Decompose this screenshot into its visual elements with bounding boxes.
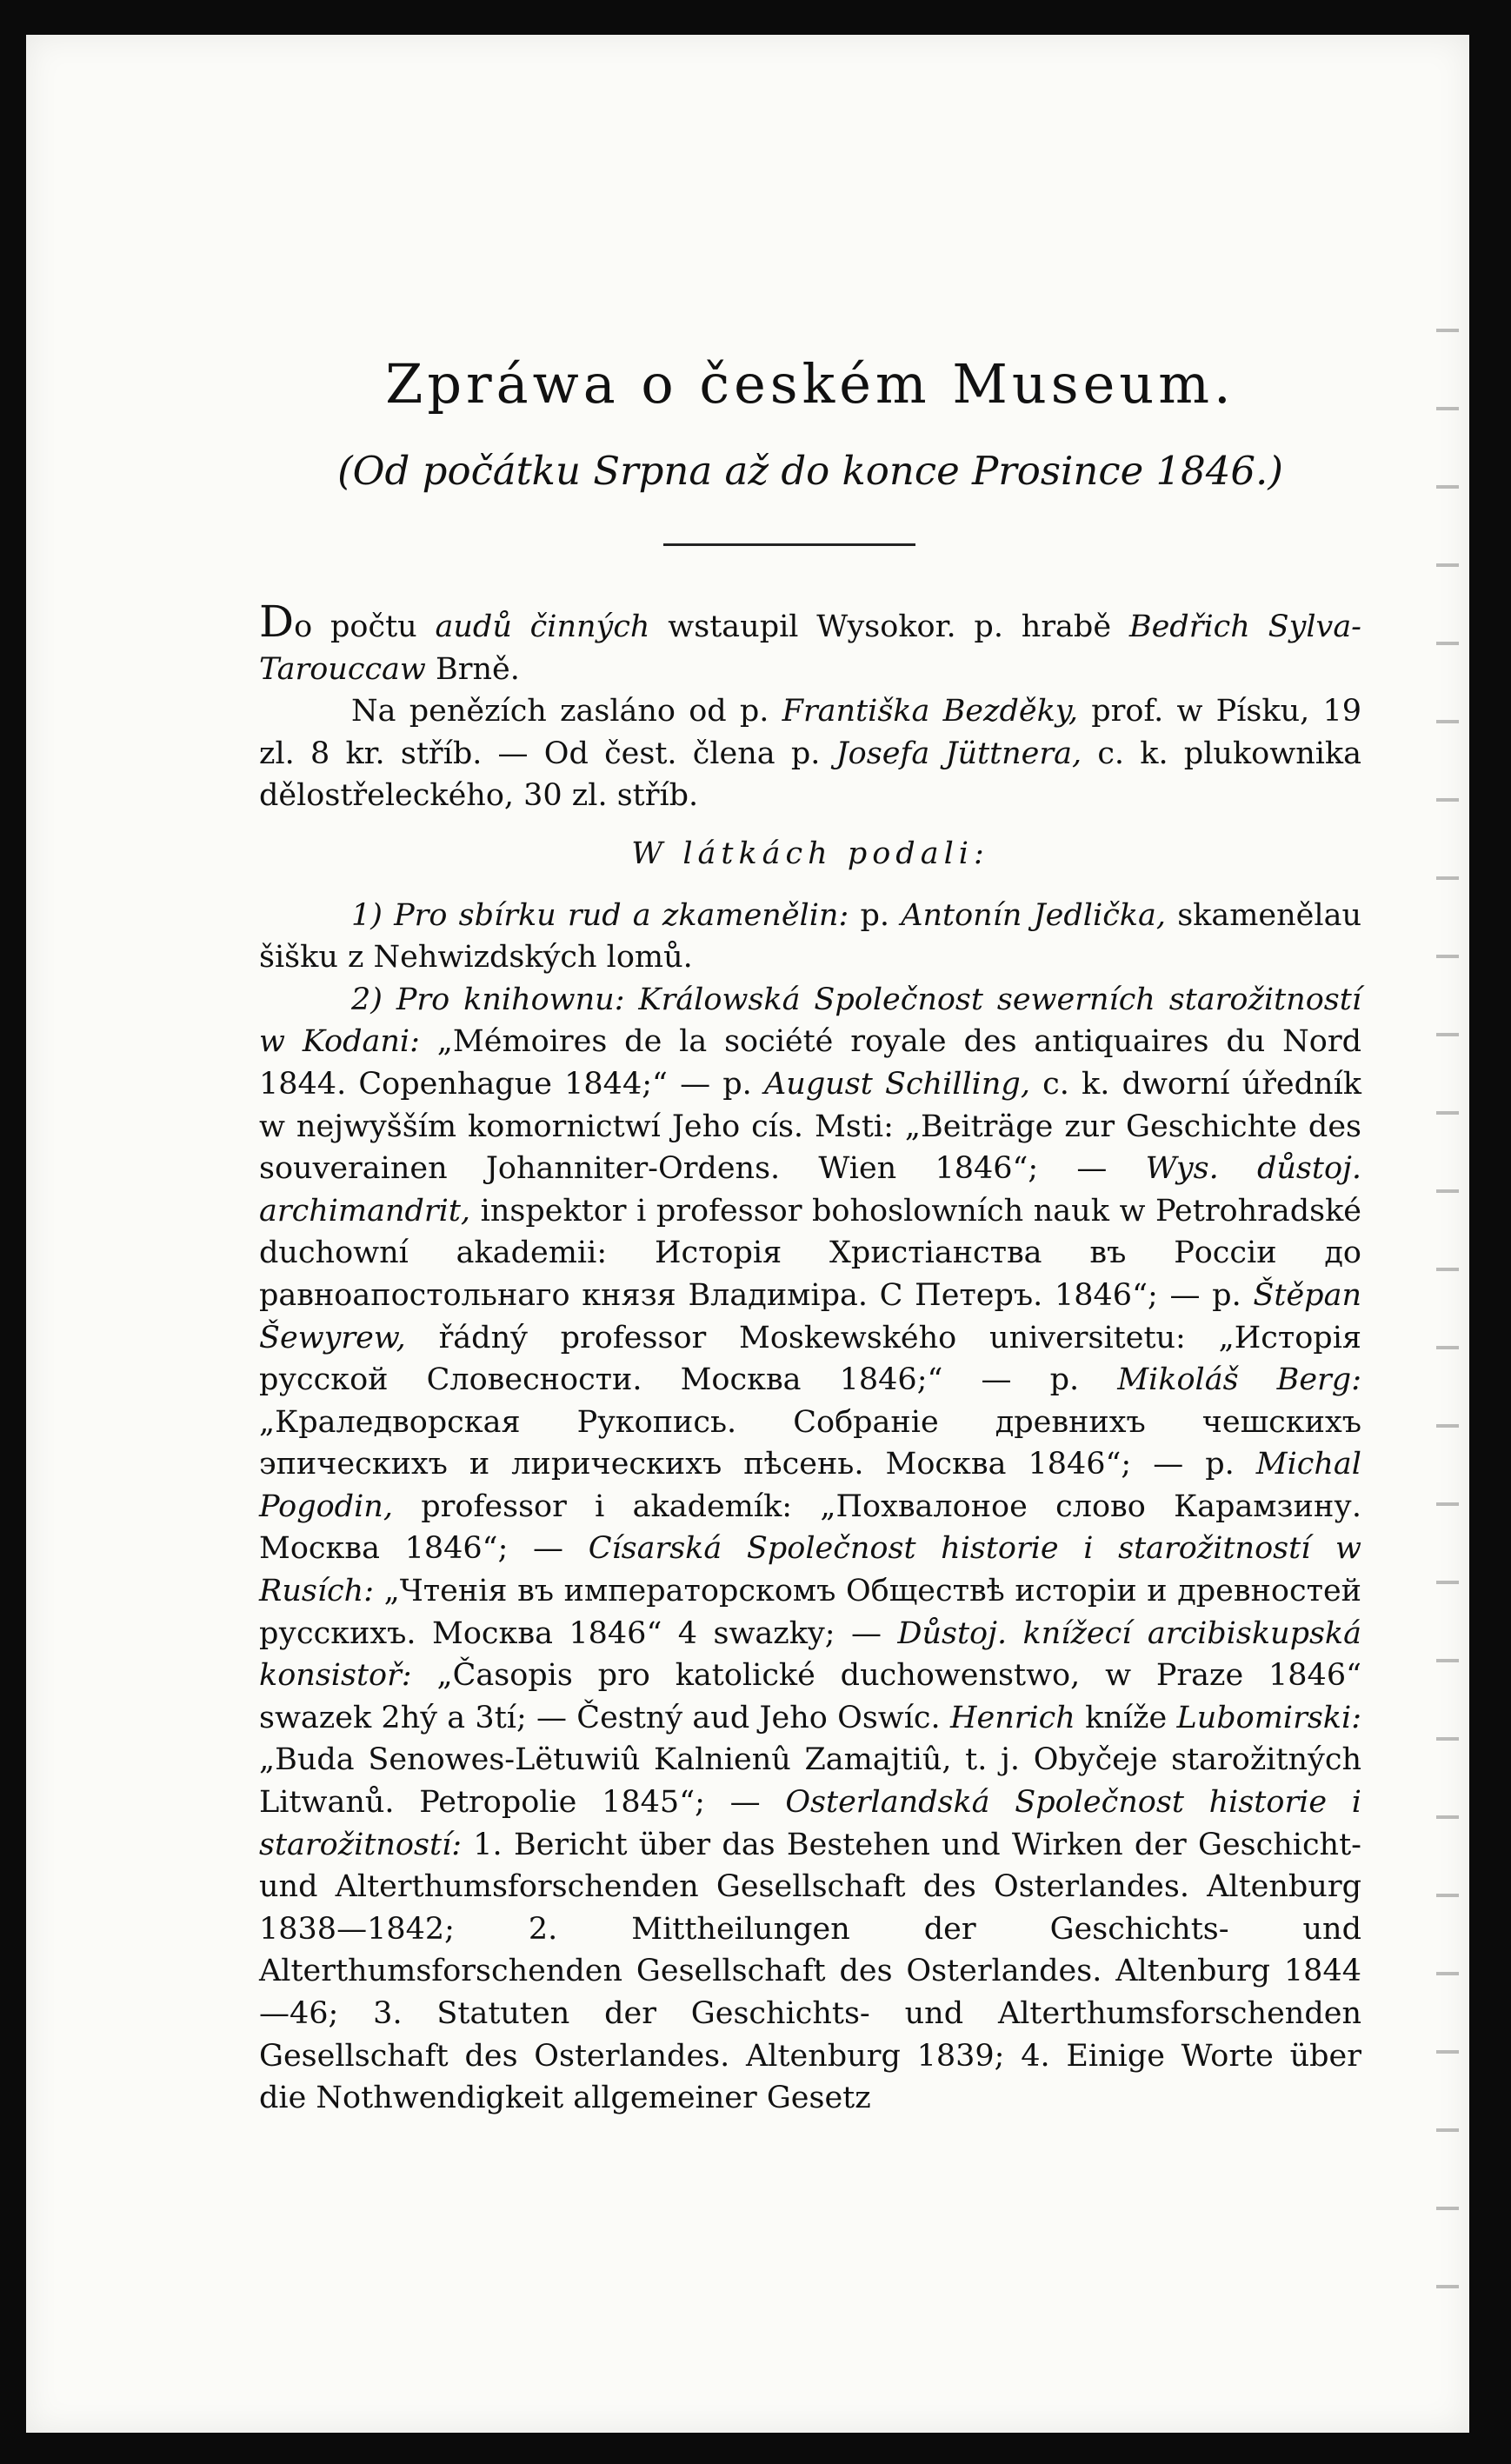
item-1-paragraph xyxy=(259,895,1361,979)
text-run: o počtu xyxy=(294,609,436,644)
text-run: „Buda Senowes-Lëtuwiû Kalnienû Zamajtiû, t. j. Obyčeje starožitných Litwanů. Petropolie 1845“; — xyxy=(259,1742,1361,1821)
text-run: „Краледворская Рукопись. Собраніе древнихъ чешскихъ эпическихъ и лирическихъ пѣсень. Москва 1846“; — p. xyxy=(259,1404,1361,1482)
text-run: c. k. dworní úředník w nejwyšším komornictwí Jeho cís. Msti: „Beiträge zur Geschichte des souverainen Johanniter-Ordens. Wien 1846“; — xyxy=(259,1066,1361,1187)
italic-run: Antonín Jedlička, xyxy=(901,897,1166,933)
page-title: Zpráwa o českém Museum. xyxy=(385,352,1235,416)
scan-edge-noise xyxy=(1436,296,1459,2295)
italic-run: Bedřich Sylva-Tarouccaw xyxy=(259,609,1362,687)
text-run: kníže xyxy=(1075,1700,1177,1735)
text-run: Na penězích zasláno od p. xyxy=(351,694,782,729)
italic-run: Henrich xyxy=(949,1700,1075,1735)
text-run: „Časopis pro katolické duchowenstwo, w Praze 1846“ swazek 2hý a 3tí; — Čestný aud Jeho Oswíc. xyxy=(259,1658,1361,1735)
italic-run: Osterlandská Společnost historie i starožitností: xyxy=(259,1785,1361,1862)
text-run: c. k. plukownika dělostřeleckého, 30 zl. stříb. xyxy=(259,736,1362,814)
italic-run: Důstoj. knížecí arcibiskupská konsistoř: xyxy=(259,1615,1362,1694)
italic-run: Císarská Společnost historie i starožitností w Rusích: xyxy=(259,1531,1361,1609)
text-run: řádný professor Moskewského universitetu: „Исторія русской Словесности. Москва 1846;“ — p. xyxy=(259,1320,1361,1398)
intro-runs xyxy=(259,609,1361,687)
page-subtitle: (Od počátku Srpna až do konce Prosince 1846.) xyxy=(337,448,1283,494)
italic-run: Štěpan Šewyrew, xyxy=(259,1277,1361,1355)
text-run: professor i akademík: „Похвалоное слово Карамзину. Москва 1846“; — xyxy=(259,1488,1361,1567)
text-run: p. xyxy=(849,897,902,933)
italic-run: Wys. důstoj. archimandrit, xyxy=(259,1151,1361,1229)
intro-paragraph xyxy=(259,596,1362,690)
italic-run: Josefa Jüttnera, xyxy=(835,736,1082,771)
title-divider xyxy=(663,543,915,546)
item-2-paragraph xyxy=(259,979,1361,2120)
donation-paragraph xyxy=(259,690,1361,817)
text-run: Brně. xyxy=(425,651,520,687)
italic-run: Michal Pogodin, xyxy=(259,1447,1361,1524)
drop-cap: D xyxy=(259,596,295,647)
italic-run: audů činných xyxy=(435,609,650,644)
text-run: „Mémoires de la société royale des antiquaires du Nord 1844. Copenhague 1844;“ — p. xyxy=(259,1024,1361,1102)
italic-run: 1) Pro sbírku rud a zkamenělin: xyxy=(351,897,849,933)
italic-run: Lubomirski: xyxy=(1176,1700,1361,1735)
italic-run: Mikoláš Berg: xyxy=(1117,1362,1361,1398)
text-run: 1. Bericht über das Bestehen und Wirken der Geschicht- und Alterthumsforschenden Gesellschaft des Osterlandes. Altenburg 1838—1842; 2. Mittheilungen der Geschichts- und Alterthumsforschenden Gesellschaft des Osterlandes. Altenburg 1844—46; 3. Statuten der Geschichts- und Alterthumsforschenden Gesellschaft des Osterlandes. Altenburg 1839; 4. Einige Worte über die Nothwendigkeit allgemeiner Gesetz xyxy=(259,1827,1361,2116)
italic-run: August Schilling, xyxy=(764,1066,1030,1102)
scanned-page xyxy=(26,35,1469,2433)
italic-run: 2) Pro knihownu: Králowská Společnost sewerních starožitností w Kodani: xyxy=(259,982,1361,1060)
text-run: prof. w Písku, 19 zl. 8 kr. stříb. — Od čest. člena p. xyxy=(259,694,1362,771)
italic-run: Františka Bezděky, xyxy=(782,694,1079,729)
section-heading: W látkách podali: xyxy=(631,836,989,871)
text-run: wstaupil Wysokor. p. hrabě xyxy=(649,609,1129,644)
text-run: inspektor i professor bohoslowních nauk w Petrohradské duchowní akademii: Исторія Христіанства въ Россіи до равноапостольнаго князя Владиміра. С Петеръ. 1846“; — p. xyxy=(259,1193,1361,1313)
body-text xyxy=(259,596,1362,2120)
text-run: skamenělau šišku z Nehwizdských lomů. xyxy=(259,897,1361,976)
text-run: „Чтенія въ императорскомъ Обществѣ исторіи и древностей русскихъ. Москва 1846“ 4 swazky; — xyxy=(259,1574,1361,1651)
